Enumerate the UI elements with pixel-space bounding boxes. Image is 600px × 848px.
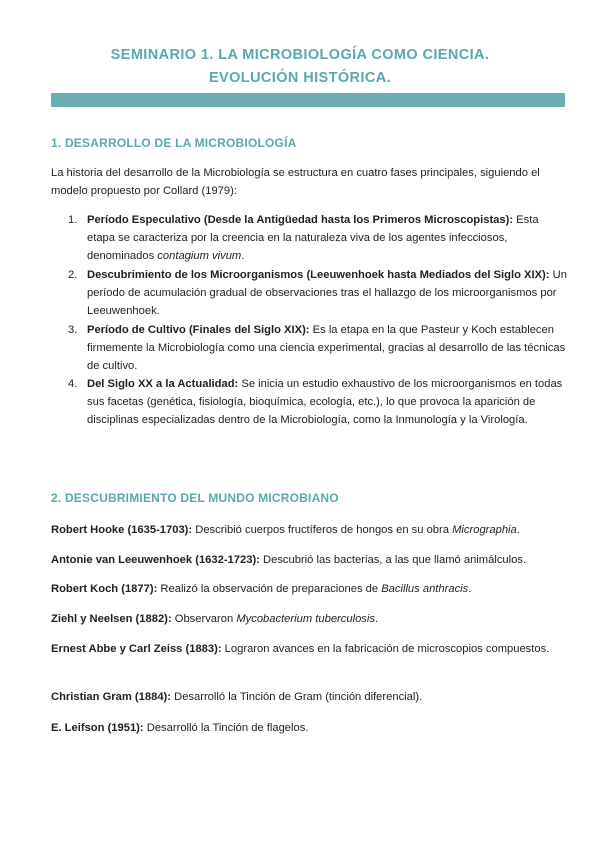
entry-text: Descubrió las bacterias, a las que llamó animálculos.: [259, 554, 527, 566]
list-item-text: Se inicia un estudio exhaustivo de los microorganismos en todas sus facetas (genética, fisiología, bioquímica, ecología, etc.), lo que provoca la aparición de disciplinas especializadas dentro de la Microbiología, como la Inmunología y la Virología.: [87, 378, 563, 426]
history-entry: [51, 581, 566, 599]
entry-tail: .: [516, 524, 520, 536]
list-item-italic: contagium vivum: [157, 249, 242, 262]
list-item-title: Descubrimiento de los Microorganismos (Leeuwenhoek hasta Mediados del Siglo XIX):: [87, 269, 550, 281]
entry-title: E. Leifson (1951):: [51, 722, 144, 734]
list-item-tail: .: [241, 249, 245, 262]
entry-title: Ernest Abbe y Carl Zeiss (1883):: [51, 643, 222, 655]
entry-title: Robert Koch (1877):: [51, 583, 158, 595]
entry-text: Desarrolló la Tinción de Gram (tinción diferencial).: [171, 691, 423, 703]
list-item-text: Un período de acumulación gradual de observaciones tras el hallazgo de los microorganismos por Leeuwenhoek.: [87, 269, 567, 317]
list-item-text: Es la etapa en la que Pasteur y Koch establecen firmemente la Microbiología como una ciencia experimental, gracias al desarrollo de las técnicas de cultivo.: [87, 324, 566, 372]
list-item: [51, 267, 569, 320]
history-entry: [51, 552, 566, 570]
entry-tail: .: [468, 583, 472, 595]
entry-title: Christian Gram (1884):: [51, 691, 171, 703]
history-entry: [51, 611, 566, 629]
list-item-number: 4.: [68, 378, 78, 390]
history-entry: [51, 689, 566, 707]
list-item-title: Período Especulativo (Desde la Antigüedad hasta los Primeros Microscopistas):: [87, 214, 514, 226]
entry-title: Ziehl y Neelsen (1882):: [51, 613, 172, 625]
list-item-text: Esta etapa se caracteriza por la creencia en la naturaleza viva de los agentes infecciosos, denominados: [87, 214, 539, 262]
entry-title: Antonie van Leeuwenhoek (1632-1723):: [51, 554, 260, 566]
list-item-title: Período de Cultivo (Finales del Siglo XIX):: [87, 324, 310, 336]
section-2-heading: 2. DESCUBRIMIENTO DEL MUNDO MICROBIANO: [51, 491, 339, 505]
section-1-heading: 1. DESARROLLO DE LA MICROBIOLOGÍA: [51, 136, 297, 150]
page-title-line-2: EVOLUCIÓN HISTÓRICA.: [208, 70, 391, 86]
list-item: [51, 322, 569, 375]
page-title-line-1: SEMINARIO 1. LA MICROBIOLOGÍA COMO CIENCIA.: [110, 47, 490, 63]
list-item-title: Del Siglo XX a la Actualidad:: [87, 378, 239, 390]
history-entry: [51, 641, 566, 659]
entry-title: Robert Hooke (1635-1703):: [51, 524, 193, 536]
page-title: [0, 44, 600, 90]
list-item-number: 1.: [68, 214, 78, 226]
entry-text: Observaron: [171, 613, 237, 625]
entry-italic: Micrographia: [452, 524, 517, 536]
title-divider-bar: [51, 93, 565, 107]
list-item-number: 2.: [68, 269, 78, 281]
entry-text: Describió cuerpos fructíferos de hongos en su obra: [192, 524, 453, 536]
list-item-number: 3.: [68, 324, 78, 336]
entry-text: Desarrolló la Tinción de flagelos.: [143, 722, 309, 734]
list-item: [51, 376, 569, 429]
history-entry: [51, 522, 566, 540]
history-entry: [51, 720, 566, 738]
entry-text: Realizó la observación de preparaciones de: [157, 583, 382, 595]
list-item: [51, 212, 569, 265]
section-1-intro: La historia del desarrollo de la Microbiología se estructura en cuatro fases principales, siguiendo el modelo propuesto por Collard (1979):: [51, 167, 540, 197]
entry-text: Lograron avances en la fabricación de microscopios compuestos.: [221, 643, 550, 655]
entry-tail: .: [374, 613, 379, 625]
entry-italic: Bacillus anthracis: [381, 583, 469, 595]
entry-italic: Mycobacterium tuberculosis: [236, 613, 375, 625]
